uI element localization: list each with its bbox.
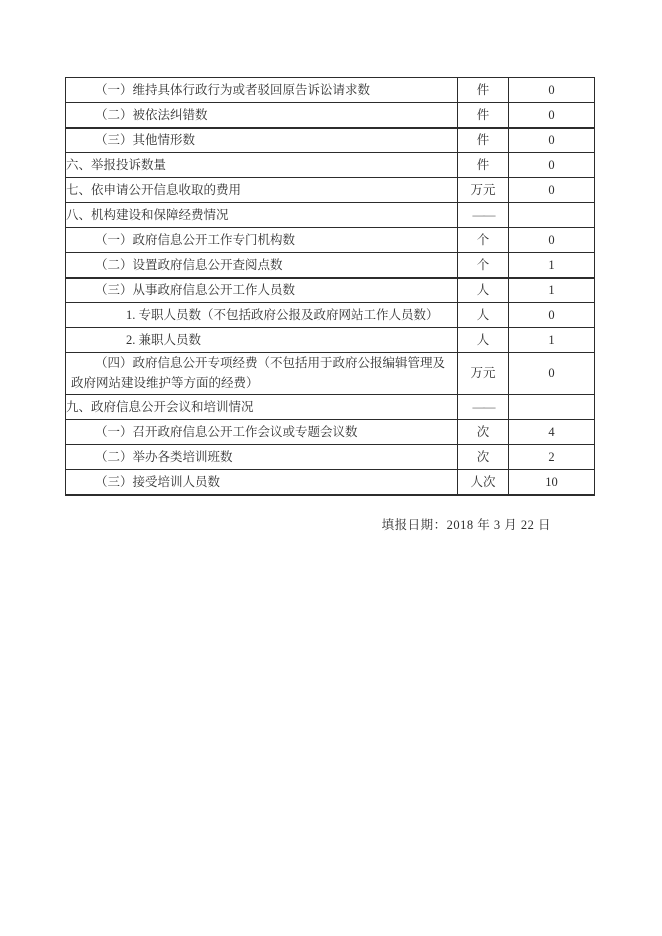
row-value: 0 [509,103,595,128]
row-unit [458,78,509,103]
row-unit [458,153,509,178]
row-value [509,203,595,228]
row-label: 九、政府信息公开会议和培训情况 [66,395,458,420]
table-row [66,203,595,228]
row-unit-text: 人 [476,332,490,347]
row-unit [458,395,509,420]
row-unit-text: 万元 [470,366,496,381]
row-label: 2. 兼职人员数 [66,328,458,353]
row-value: 1 [509,328,595,353]
row-value: 0 [509,78,595,103]
stats-table-body [66,78,595,495]
table-row [66,420,595,445]
row-unit-text: 件 [476,107,490,122]
row-value: 0 [509,128,595,153]
row-unit [458,253,509,278]
row-label: 七、依申请公开信息收取的费用 [66,178,458,203]
table-row [66,128,595,153]
row-label: （三）从事政府信息公开工作人员数 [66,278,458,303]
row-value: 4 [509,420,595,445]
row-value: 10 [509,470,595,495]
row-label: 八、机构建设和保障经费情况 [66,203,458,228]
row-label: （一）维持具体行政行为或者驳回原告诉讼请求数 [66,78,458,103]
row-unit-text: 人 [476,283,490,298]
row-unit [458,178,509,203]
row-unit-text: 件 [476,82,490,97]
table-row [66,178,595,203]
table-row [66,278,595,303]
row-unit [458,303,509,328]
row-unit [458,420,509,445]
row-unit-text: 件 [476,157,490,172]
statistics-table [65,77,595,496]
table-row [66,253,595,278]
row-unit-text: 人 [476,307,490,322]
table-row [66,395,595,420]
row-unit [458,228,509,253]
row-label: （一）召开政府信息公开工作会议或专题会议数 [66,420,458,445]
table-row [66,228,595,253]
row-unit-text: 万元 [470,182,496,197]
row-value: 0 [509,353,595,395]
row-value [509,395,595,420]
row-label: （二）被依法纠错数 [66,103,458,128]
row-unit-text: 个 [476,257,490,272]
table-row [66,153,595,178]
row-label: （二）举办各类培训班数 [66,445,458,470]
table-row [66,328,595,353]
row-value: 1 [509,253,595,278]
row-label: （四）政府信息公开专项经费（不包括用于政府公报编辑管理及政府网站建设维护等方面的经费） [66,353,458,395]
row-unit [458,470,509,495]
row-label: （二）设置政府信息公开查阅点数 [66,253,458,278]
row-unit-text: 个 [476,232,490,247]
row-unit [458,203,509,228]
row-unit-text: —— [472,207,494,222]
row-unit [458,103,509,128]
row-unit [458,278,509,303]
row-unit [458,445,509,470]
row-unit-text: 次 [476,424,490,439]
row-unit-text: —— [472,399,494,414]
row-unit [458,128,509,153]
row-label: 六、举报投诉数量 [66,153,458,178]
row-value: 0 [509,178,595,203]
table-row [66,353,595,395]
row-unit [458,353,509,395]
table-row [66,103,595,128]
row-value: 0 [509,303,595,328]
table-row [66,470,595,495]
row-value: 1 [509,278,595,303]
row-unit-text: 次 [476,449,490,464]
row-unit-text: 人次 [470,474,496,489]
row-label: （三）接受培训人员数 [66,470,458,495]
report-date: 填报日期：2018 年 3 月 22 日 [381,518,551,532]
row-label: （三）其他情形数 [66,128,458,153]
table-row [66,303,595,328]
row-unit-text: 件 [476,133,490,148]
row-value: 2 [509,445,595,470]
row-value: 0 [509,153,595,178]
row-label: （一）政府信息公开工作专门机构数 [66,228,458,253]
table-row [66,445,595,470]
row-label: 1. 专职人员数（不包括政府公报及政府网站工作人员数） [66,303,458,328]
table-row [66,78,595,103]
row-unit [458,328,509,353]
row-value: 0 [509,228,595,253]
